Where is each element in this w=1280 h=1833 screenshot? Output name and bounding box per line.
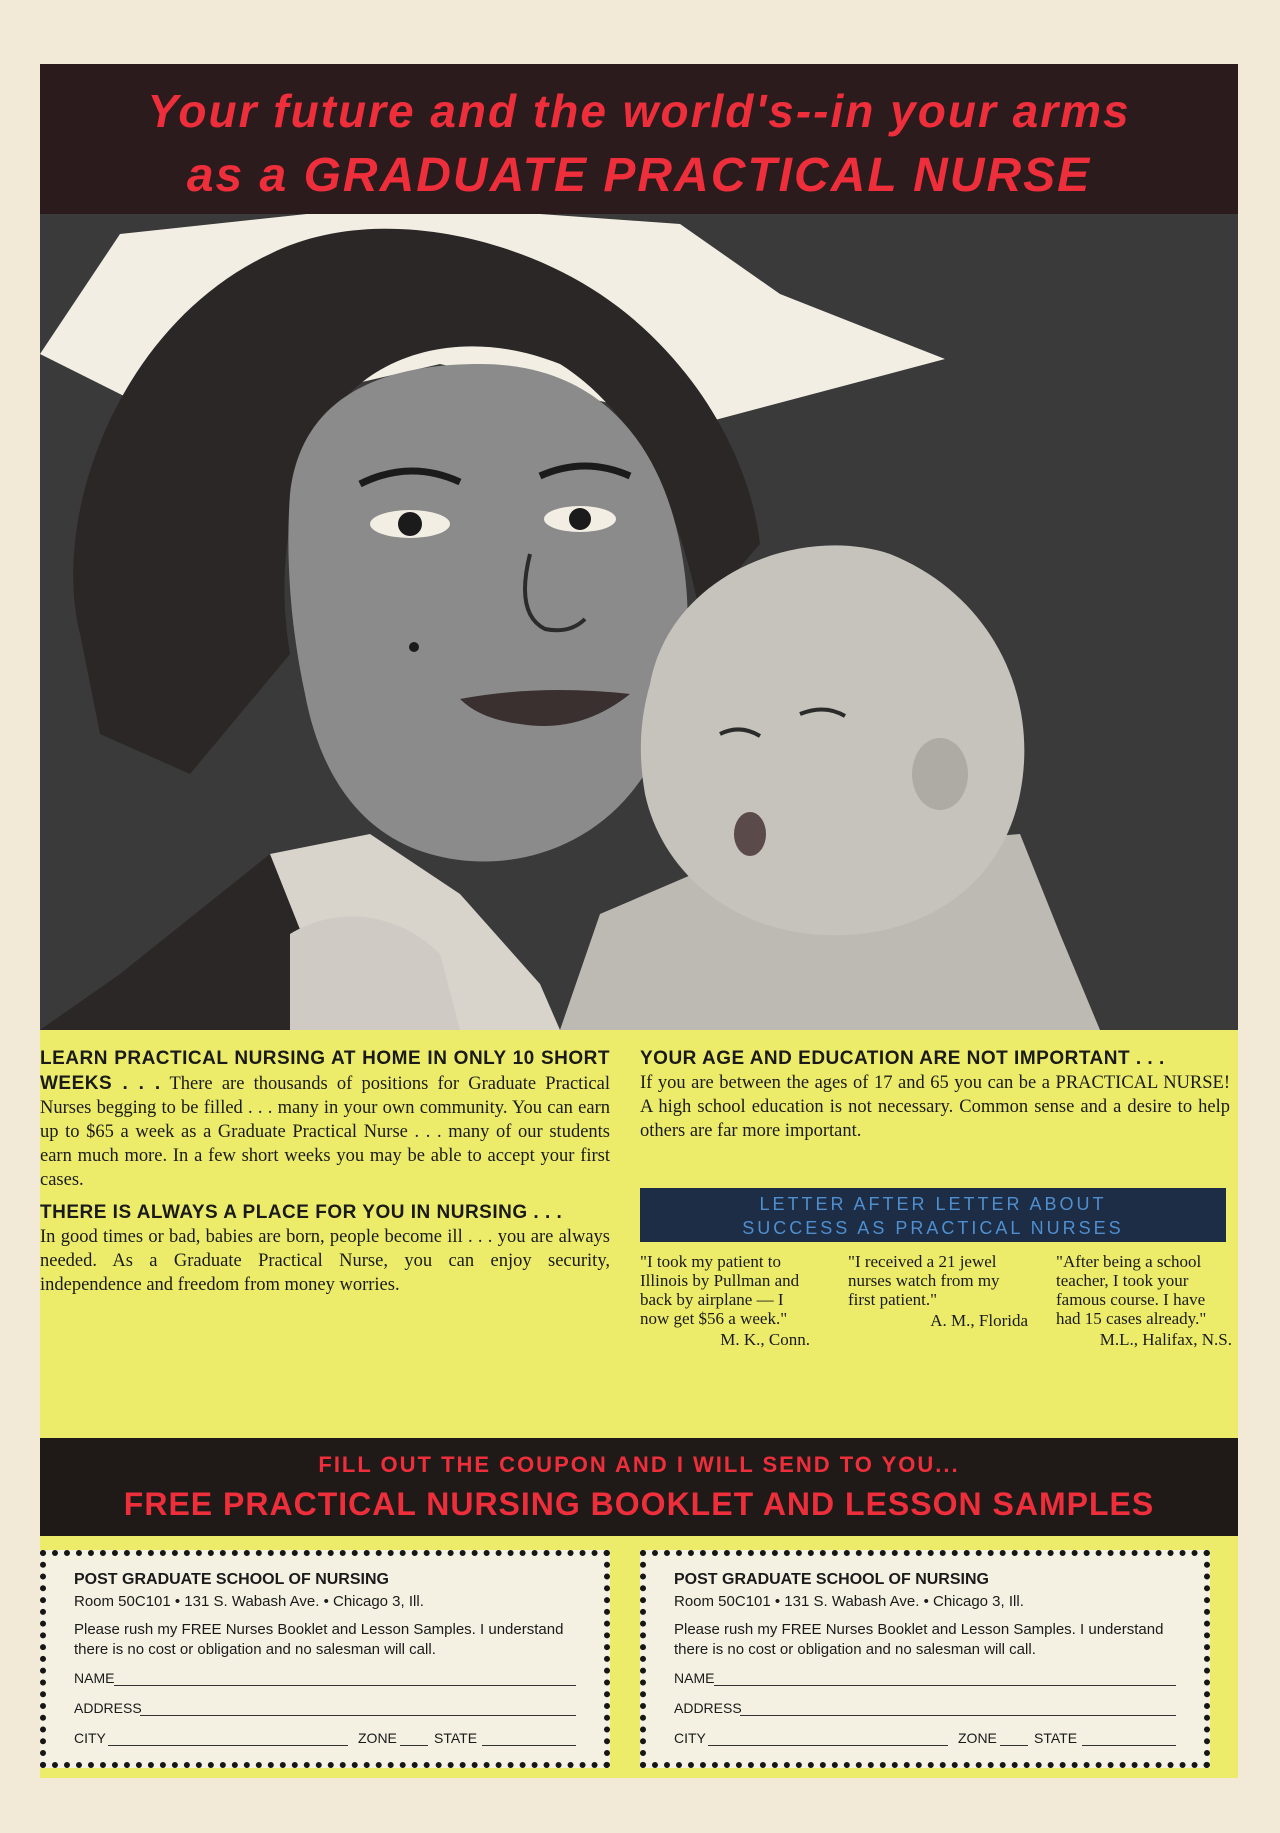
body-copy-panel (40, 1030, 1238, 1438)
address-label: ADDRESS (674, 1700, 742, 1716)
testimonial-signature: M.L., Halifax, N.S. (1099, 1330, 1232, 1349)
zone-line[interactable] (1000, 1745, 1028, 1746)
name-line[interactable] (114, 1685, 576, 1686)
state-line[interactable] (482, 1745, 576, 1746)
testimonial-banner (640, 1188, 1226, 1242)
name-line[interactable] (714, 1685, 1176, 1686)
testimonial-quote: "After being a school teacher, I took your famous course. I have had 15 cases already." (1056, 1252, 1207, 1328)
name-label: NAME (74, 1670, 115, 1686)
zone-label: ZONE (358, 1730, 397, 1746)
nurse-and-baby-illustration (40, 214, 1238, 1030)
address-line[interactable] (140, 1715, 576, 1716)
zone-label: ZONE (958, 1730, 997, 1746)
heading-age-education: YOUR AGE AND EDUCATION ARE NOT IMPORTANT . . . (640, 1048, 1165, 1069)
coupon-school-address: Room 50C101 • 131 S. Wabash Ave. • Chicago 3, Ill. (674, 1593, 1024, 1610)
testimonial-2 (848, 1252, 1028, 1330)
mail-coupon-1[interactable] (40, 1550, 610, 1768)
testimonial-quote: "I received a 21 jewel nurses watch from my first patient." (848, 1252, 1000, 1309)
left-column (40, 1046, 610, 1297)
city-line[interactable] (108, 1745, 348, 1746)
coupon-address-field[interactable] (74, 1690, 576, 1720)
testimonial-banner-line-2: SUCCESS AS PRACTICAL NURSES (742, 1218, 1124, 1238)
coupon-request-message: Please rush my FREE Nurses Booklet and Lesson Samples. I understand there is no cost or obligation and no salesman will call. (674, 1621, 1164, 1658)
heading-always-a-place: THERE IS ALWAYS A PLACE FOR YOU IN NURSING . . . (40, 1202, 563, 1223)
body-always-a-place: In good times or bad, babies are born, people become ill . . . you are always needed. As a Graduate Practical Nurse, you can enjoy security, independence and freedom from money worries. (40, 1227, 610, 1295)
coupon-name-field[interactable] (74, 1660, 576, 1690)
testimonial-3 (1056, 1252, 1232, 1349)
address-label: ADDRESS (74, 1700, 142, 1716)
testimonial-1 (640, 1252, 810, 1349)
coupon-area (40, 1536, 1238, 1778)
coupon-city-zone-state-field[interactable] (74, 1720, 576, 1750)
body-age-education: If you are between the ages of 17 and 65 you can be a PRACTICAL NURSE! A high school education is not necessary. Common sense and a desire to help others are far more important. (640, 1073, 1230, 1141)
testimonial-quote: "I took my patient to Illinois by Pullman and back by airplane — I now get $56 a week." (640, 1252, 800, 1328)
coupon-offer-line-2: FREE PRACTICAL NURSING BOOKLET AND LESSON SAMPLES (123, 1486, 1155, 1522)
city-line[interactable] (708, 1745, 948, 1746)
body-learn-at-home: There are thousands of positions for Graduate Practical Nurses begging to be filled . . . many in your own community. You can earn up to $65 a week as a Graduate Practical Nurse . . . many of our students earn much more. In a few short weeks you may be able to accept your first cases. (40, 1074, 610, 1190)
headline-line-2: as a GRADUATE PRACTICAL NURSE (186, 149, 1092, 202)
state-line[interactable] (1082, 1745, 1176, 1746)
coupon-school-address: Room 50C101 • 131 S. Wabash Ave. • Chicago 3, Ill. (74, 1593, 424, 1610)
coupon-name-field[interactable] (674, 1660, 1176, 1690)
coupon-city-zone-state-field[interactable] (674, 1720, 1176, 1750)
coupon-offer-line-1: FILL OUT THE COUPON AND I WILL SEND TO YOU... (318, 1452, 960, 1477)
coupon-school-name: POST GRADUATE SCHOOL OF NURSING (74, 1571, 389, 1588)
mail-coupon-2[interactable] (640, 1550, 1210, 1768)
testimonial-signature: M. K., Conn. (720, 1330, 810, 1349)
address-line[interactable] (740, 1715, 1176, 1716)
zone-line[interactable] (400, 1745, 428, 1746)
testimonial-banner-line-1: LETTER AFTER LETTER ABOUT (759, 1194, 1107, 1214)
headline-line-1: Your future and the world's--in your arms (147, 85, 1131, 137)
city-label: CITY (674, 1730, 706, 1746)
coupon-school-name: POST GRADUATE SCHOOL OF NURSING (674, 1571, 989, 1588)
coupon-offer-banner (40, 1438, 1238, 1536)
city-label: CITY (74, 1730, 106, 1746)
state-label: STATE (434, 1730, 478, 1746)
advertisement-page (40, 64, 1238, 1778)
state-label: STATE (1034, 1730, 1078, 1746)
coupon-address-field[interactable] (674, 1690, 1176, 1720)
coupon-request-message: Please rush my FREE Nurses Booklet and Lesson Samples. I understand there is no cost or obligation and no salesman will call. (74, 1621, 564, 1658)
testimonial-signature: A. M., Florida (930, 1311, 1028, 1330)
right-column (640, 1046, 1230, 1143)
headline-bar (40, 64, 1238, 214)
name-label: NAME (674, 1670, 715, 1686)
heading-learn-at-home: LEARN PRACTICAL NURSING AT HOME IN ONLY 10 SHORT WEEKS . . . (40, 1048, 610, 1094)
